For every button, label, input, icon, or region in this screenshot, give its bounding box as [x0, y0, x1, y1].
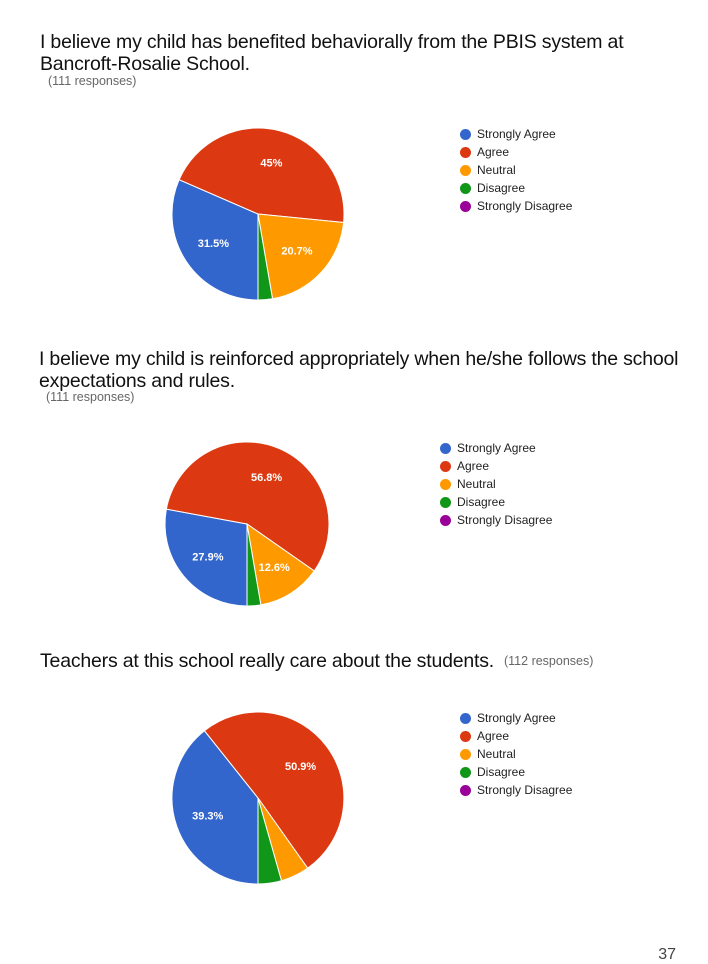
legend-label: Strongly Disagree — [457, 513, 553, 527]
chart-title: Teachers at this school really care about the students. — [40, 650, 495, 672]
response-count: (111 responses) — [46, 390, 135, 404]
data-label: 12.6% — [258, 561, 290, 574]
legend-label: Agree — [457, 459, 490, 473]
legend-label: Agree — [477, 145, 510, 159]
legend-swatch — [460, 749, 471, 760]
page-number: 37 — [658, 946, 676, 963]
response-count: (111 responses) — [48, 74, 137, 88]
legend-item — [460, 727, 572, 745]
legend-label: Disagree — [457, 495, 506, 509]
legend-label: Neutral — [457, 477, 496, 491]
data-label: 31.5% — [197, 238, 230, 251]
legend-item — [460, 763, 572, 781]
legend — [460, 709, 572, 799]
data-label: 50.9% — [284, 761, 317, 773]
legend-label: Neutral — [477, 747, 516, 761]
chart-title: I believe my child is reinforced appropriately when he/she follows the school expectations and rules. — [39, 348, 679, 392]
legend-item — [460, 781, 572, 799]
legend-label: Strongly Agree — [477, 127, 556, 141]
data-label: 27.9% — [192, 551, 224, 564]
data-label: 45% — [260, 157, 283, 170]
legend-swatch — [460, 731, 471, 742]
legend-swatch — [460, 767, 471, 778]
response-count: (112 responses) — [504, 654, 594, 668]
data-label: 56.8% — [250, 472, 283, 485]
legend-label: Strongly Agree — [457, 441, 536, 455]
chart-title: I believe my child has benefited behaviorally from the PBIS system at Bancroft-Rosalie School. — [40, 31, 624, 75]
data-label: 39.3% — [192, 810, 224, 823]
legend-label: Disagree — [477, 181, 526, 195]
legend-label: Agree — [477, 729, 510, 743]
legend-item — [460, 709, 572, 727]
legend-item — [460, 745, 572, 763]
legend-label: Strongly Disagree — [477, 783, 573, 797]
legend-swatch — [460, 713, 471, 724]
legend-swatch — [460, 785, 471, 796]
legend-label: Strongly Disagree — [477, 199, 573, 213]
legend-label: Neutral — [477, 163, 516, 177]
legend-label: Disagree — [477, 765, 526, 779]
data-label: 20.7% — [281, 245, 313, 258]
legend-label: Strongly Agree — [477, 711, 556, 725]
